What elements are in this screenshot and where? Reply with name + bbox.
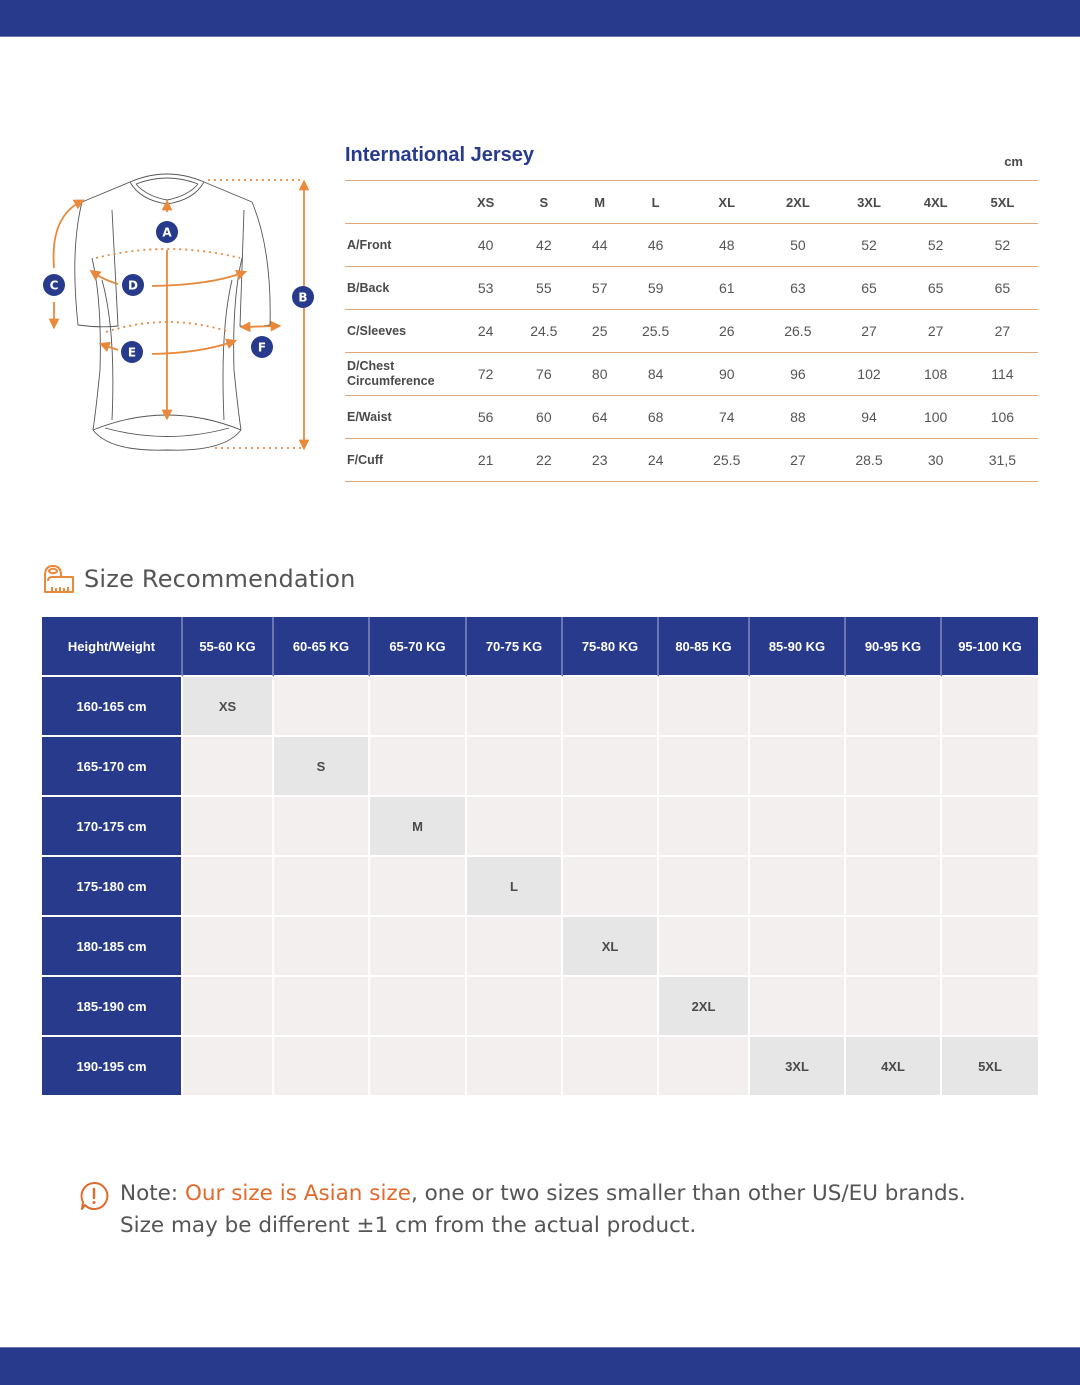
value-cell: 100 — [923, 409, 948, 425]
table-row — [42, 1037, 1038, 1097]
note-text — [120, 1178, 966, 1242]
value-cell: 28.5 — [855, 452, 883, 468]
note-prefix: Note: — [120, 1181, 185, 1206]
measurement-header-row — [345, 181, 1038, 224]
value-cell: 53 — [477, 280, 494, 296]
value-cell: 27 — [861, 323, 877, 339]
size-cell — [274, 977, 370, 1037]
size-cell — [846, 797, 942, 857]
value-cell: 22 — [536, 452, 552, 468]
value-cell: 24 — [477, 323, 494, 339]
table-row — [345, 353, 1038, 396]
size-cell — [370, 977, 467, 1037]
unit-label: cm — [1004, 154, 1023, 169]
value-cell: 65 — [861, 280, 877, 296]
recommendation-table — [42, 617, 1038, 1097]
value-cell: 46 — [647, 237, 664, 253]
value-cell: 106 — [990, 409, 1015, 425]
size-cell — [183, 737, 274, 797]
svg-text:D: D — [128, 278, 138, 293]
size-cell — [274, 857, 370, 917]
size-cell — [183, 1037, 274, 1097]
note-highlight: Our size is Asian size — [184, 1181, 411, 1206]
value-cell: 25 — [591, 323, 608, 339]
value-cell: 64 — [591, 409, 608, 425]
row-label: C/Sleeves — [347, 323, 407, 338]
size-cell: L — [467, 857, 563, 917]
value-cell: 96 — [790, 366, 806, 382]
row-label-line1: D/Chest — [347, 359, 395, 373]
size-cell — [942, 977, 1038, 1037]
row-label: A/Front — [347, 237, 392, 252]
value-cell: 68 — [647, 409, 664, 425]
size-cell — [274, 797, 370, 857]
table-row — [345, 267, 1038, 310]
size-cell — [563, 737, 659, 797]
value-cell: 42 — [536, 237, 552, 253]
value-cell: 26 — [718, 323, 735, 339]
value-cell: 65 — [927, 280, 944, 296]
size-header: 2XL — [785, 194, 810, 210]
weight-header: 85-90 KG — [750, 617, 846, 677]
alert-speech-icon — [78, 1180, 110, 1212]
value-cell: 88 — [790, 409, 806, 425]
table-row — [42, 677, 1038, 737]
size-cell — [183, 917, 274, 977]
weight-header: 95-100 KG — [942, 617, 1038, 677]
value-cell: 24.5 — [530, 323, 558, 339]
size-cell — [370, 857, 467, 917]
size-cell — [467, 797, 563, 857]
table-row — [42, 797, 1038, 857]
measurement-title: International Jersey — [345, 144, 534, 166]
value-cell: 44 — [591, 237, 608, 253]
corner-header: Height/Weight — [42, 617, 183, 677]
size-cell — [942, 737, 1038, 797]
table-row — [42, 737, 1038, 797]
table-row — [42, 977, 1038, 1037]
row-label-line2: Circumference — [347, 374, 435, 388]
size-cell — [846, 857, 942, 917]
measurement-table — [345, 180, 1038, 482]
height-label: 170-175 cm — [42, 797, 183, 857]
size-header: S — [539, 194, 549, 210]
size-cell — [467, 1037, 563, 1097]
size-cell: XS — [183, 677, 274, 737]
size-cell — [563, 857, 659, 917]
value-cell: 23 — [591, 452, 608, 468]
value-cell: 27 — [790, 452, 806, 468]
value-cell: 40 — [477, 237, 494, 253]
value-cell: 84 — [647, 366, 664, 382]
size-cell — [467, 737, 563, 797]
size-cell — [370, 677, 467, 737]
size-cell — [563, 1037, 659, 1097]
value-cell: 55 — [536, 280, 552, 296]
size-cell — [659, 1037, 750, 1097]
table-row — [345, 396, 1038, 439]
weight-header: 65-70 KG — [370, 617, 467, 677]
size-cell — [370, 737, 467, 797]
weight-header: 80-85 KG — [659, 617, 750, 677]
value-cell: 26.5 — [784, 323, 812, 339]
size-cell — [563, 677, 659, 737]
row-label: E/Waist — [347, 409, 392, 424]
height-label: 165-170 cm — [42, 737, 183, 797]
size-cell — [370, 1037, 467, 1097]
size-cell — [659, 797, 750, 857]
svg-text:E: E — [127, 345, 137, 360]
table-row — [345, 439, 1038, 482]
size-note — [78, 1178, 966, 1242]
row-label: B/Back — [347, 280, 390, 295]
value-cell: 74 — [718, 409, 735, 425]
size-header: 4XL — [923, 194, 948, 210]
value-cell: 59 — [647, 280, 664, 296]
value-cell: 52 — [927, 237, 944, 253]
table-row — [42, 857, 1038, 917]
size-cell — [750, 797, 846, 857]
size-cell — [846, 677, 942, 737]
size-cell — [942, 797, 1038, 857]
size-cell — [750, 737, 846, 797]
svg-text:A: A — [162, 225, 172, 240]
value-cell: 52 — [994, 237, 1011, 253]
measuring-tape-icon — [42, 563, 76, 595]
size-cell — [563, 797, 659, 857]
size-cell: 3XL — [750, 1037, 846, 1097]
size-cell — [846, 917, 942, 977]
value-cell: 72 — [477, 366, 494, 382]
size-cell: 4XL — [846, 1037, 942, 1097]
value-cell: 90 — [718, 366, 735, 382]
size-cell — [467, 677, 563, 737]
size-header: L — [651, 194, 660, 210]
size-cell — [467, 977, 563, 1037]
size-cell — [846, 737, 942, 797]
size-header: XL — [718, 194, 736, 210]
value-cell: 94 — [861, 409, 877, 425]
row-label: F/Cuff — [347, 452, 384, 467]
weight-header: 60-65 KG — [274, 617, 370, 677]
value-cell: 24 — [647, 452, 664, 468]
value-cell: 61 — [718, 280, 735, 296]
recommendation-heading — [42, 562, 356, 596]
weight-header: 75-80 KG — [563, 617, 659, 677]
height-label: 175-180 cm — [42, 857, 183, 917]
height-label: 180-185 cm — [42, 917, 183, 977]
size-cell — [750, 857, 846, 917]
size-cell — [750, 977, 846, 1037]
size-cell — [942, 917, 1038, 977]
value-cell: 30 — [927, 452, 944, 468]
value-cell: 102 — [857, 366, 881, 382]
weight-header: 70-75 KG — [467, 617, 563, 677]
size-cell — [750, 677, 846, 737]
size-header: 3XL — [857, 194, 881, 210]
height-label: 160-165 cm — [42, 677, 183, 737]
value-cell: 108 — [923, 366, 948, 382]
size-cell — [846, 977, 942, 1037]
value-cell: 27 — [994, 323, 1011, 339]
size-cell — [659, 677, 750, 737]
height-label: 185-190 cm — [42, 977, 183, 1037]
size-cell — [183, 797, 274, 857]
svg-text:F: F — [257, 340, 267, 355]
value-cell: 25.5 — [641, 323, 670, 339]
weight-header-row — [42, 617, 1038, 677]
size-cell — [183, 977, 274, 1037]
value-cell: 65 — [994, 280, 1011, 296]
value-cell: 60 — [536, 409, 552, 425]
value-cell: 76 — [536, 366, 552, 382]
weight-header: 90-95 KG — [846, 617, 942, 677]
size-cell — [942, 857, 1038, 917]
table-row — [345, 224, 1038, 267]
size-cell: M — [370, 797, 467, 857]
svg-text:C: C — [49, 278, 59, 293]
value-cell: 56 — [477, 409, 494, 425]
value-cell: 57 — [591, 280, 608, 296]
value-cell: 27 — [927, 323, 944, 339]
weight-header: 55-60 KG — [183, 617, 274, 677]
size-cell — [274, 1037, 370, 1097]
size-cell — [659, 857, 750, 917]
note-line2: Size may be different ±1 cm from the actual product. — [120, 1213, 697, 1238]
top-banner — [0, 0, 1080, 37]
value-cell: 50 — [790, 237, 806, 253]
size-cell — [183, 857, 274, 917]
size-header: M — [594, 194, 606, 210]
value-cell: 80 — [591, 366, 608, 382]
size-cell — [274, 677, 370, 737]
size-cell: S — [274, 737, 370, 797]
size-cell — [563, 977, 659, 1037]
table-row — [345, 310, 1038, 353]
value-cell: 114 — [991, 366, 1014, 382]
recommendation-title: Size Recommendation — [84, 565, 356, 593]
size-cell — [659, 737, 750, 797]
size-cell — [659, 917, 750, 977]
size-header: XS — [476, 194, 495, 210]
height-label: 190-195 cm — [42, 1037, 183, 1097]
row-label — [345, 353, 463, 396]
size-cell — [750, 917, 846, 977]
value-cell: 25.5 — [713, 452, 741, 468]
size-cell — [274, 917, 370, 977]
corner-cell — [345, 181, 463, 224]
size-cell — [370, 917, 467, 977]
size-header: 5XL — [990, 194, 1015, 210]
jersey-diagram — [30, 160, 330, 460]
svg-text:B: B — [298, 290, 308, 305]
size-cell: 2XL — [659, 977, 750, 1037]
bottom-banner — [0, 1347, 1080, 1385]
size-cell — [942, 677, 1038, 737]
value-cell: 63 — [790, 280, 806, 296]
size-cell: XL — [563, 917, 659, 977]
value-cell: 52 — [861, 237, 877, 253]
value-cell: 21 — [477, 452, 494, 468]
value-cell: 48 — [718, 237, 735, 253]
value-cell: 31,5 — [988, 452, 1017, 468]
table-row — [42, 917, 1038, 977]
size-cell — [467, 917, 563, 977]
note-line1-rest: , one or two sizes smaller than other US/EU brands. — [410, 1181, 966, 1206]
size-cell: 5XL — [942, 1037, 1038, 1097]
